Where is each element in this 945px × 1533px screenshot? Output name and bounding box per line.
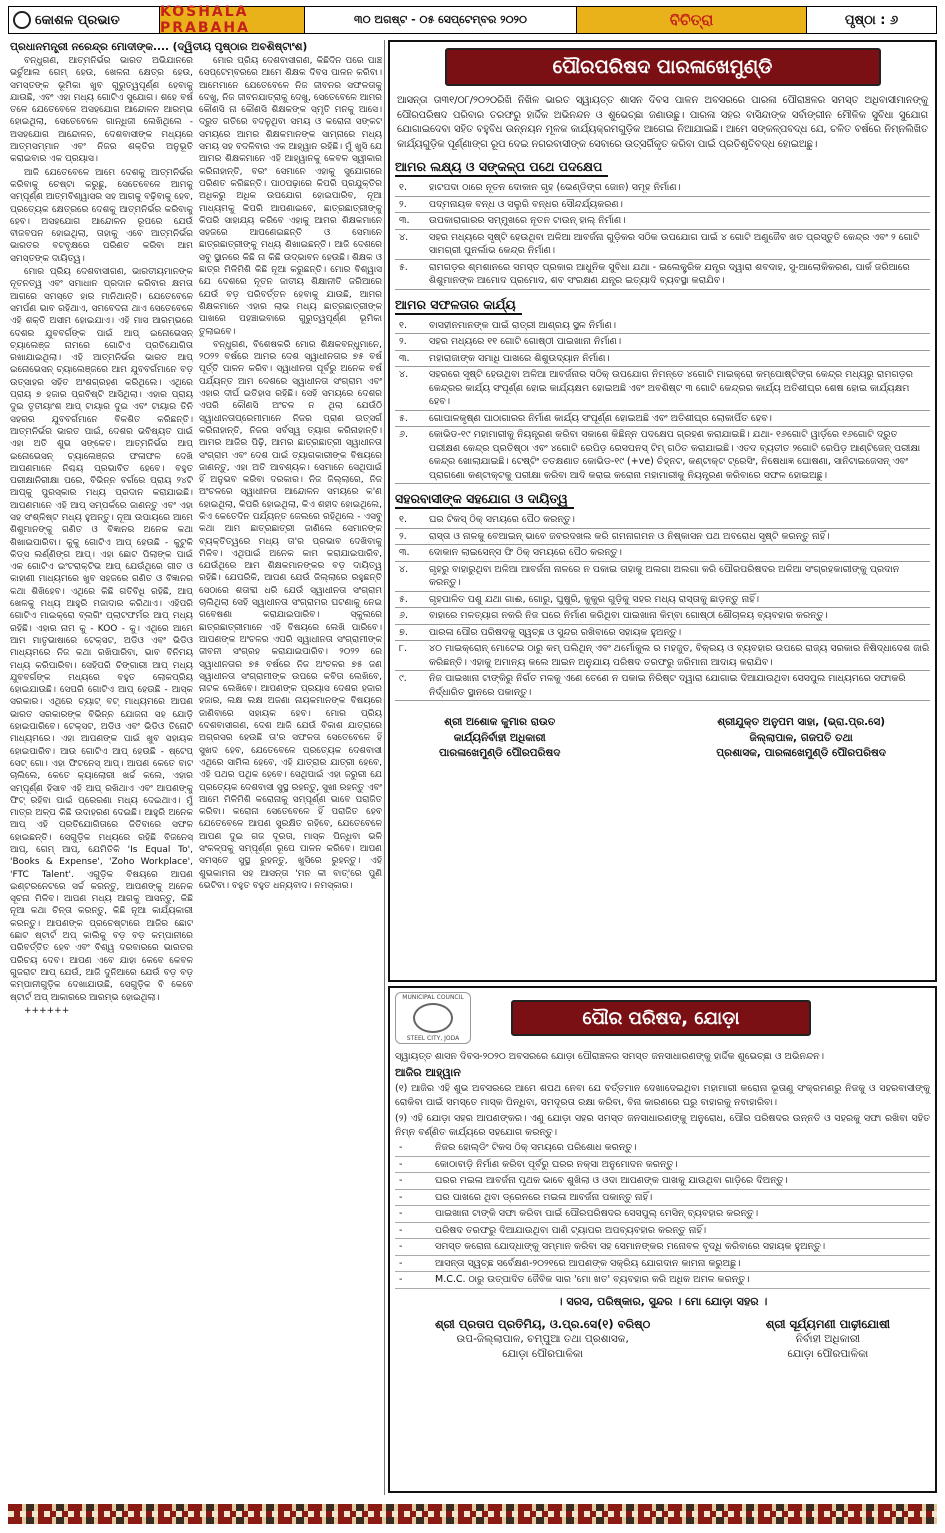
list-item (395, 592, 930, 609)
signatory-title: ଉପ-ଜିଲ୍ଲାପାଳ, ଚମ୍ପୁଆ ତଥା ପ୍ରଶାସକ, (456, 1332, 629, 1345)
item-number: ୨. (399, 530, 407, 542)
list-item (395, 1239, 930, 1256)
english-title: KOSHALA PRABAHA (159, 7, 304, 33)
issue-date: ୩୦ ଅଗଷ୍ଟ - ୦୫ ସେପ୍ଟେମ୍ବର ୨୦୨୦ (304, 7, 576, 33)
item-text: ସମସ୍ତ କରୋନା ଯୋଦ୍ଧାଙ୍କୁ ସମ୍ମାନ କରିବା ସହ ସେମାନଙ୍କର ମନୋବଳ ବୃଦ୍ଧି କରିବାରେ ସହାୟକ ହୁଅନ୍ତୁ। (435, 1241, 826, 1252)
joda-advert (388, 986, 937, 1493)
appeal-1: (୧) ଆଜିର ଏହି ଶୁଭ ଅବସରରେ ଆମେ ଶପଥ ନେବା ଯେ ବର୍ତ୍ତମାନ ଦେଖାଦେଇଥିବା ମହାମାରୀ କରୋନା ଭୂତାଣୁ ସଂକ୍ରମଣରୁ ନିଜକୁ ଓ ସହରବାସୀଙ୍କୁ ରୋକିବା ପାଇଁ ସମସ୍ତେ ମାସ୍କ ପିନ୍ଧିବା, ସମଦୂରତା ରକ୍ଷା କରିବା, ବିନା କାରଣରେ ଘରୁ ବାହାରକୁ ନବାହାରିବା। (395, 1083, 930, 1108)
section-list (395, 512, 930, 701)
list-item (395, 608, 930, 625)
list-item (395, 197, 930, 214)
advert-banner: ପୌରପରିଷଦ ପାରଳାଖେମୁଣ୍ଡି (445, 48, 881, 86)
list-item (395, 529, 930, 546)
article-column-2 (199, 55, 382, 1018)
item-number: ୧. (399, 319, 407, 331)
item-number: ୬. (399, 610, 408, 621)
item-text: କୋଠାବାଡ଼ି ନିର୍ମାଣ କରିବା ପୂର୍ବରୁ ଘରର ନକ୍ସା ଅନୁମୋଦନ କରନ୍ତୁ। (435, 1158, 678, 1170)
item-number: ୧. (399, 182, 407, 193)
list-item (395, 427, 930, 484)
item-text: ଗୃହପାଳିତ ପଶୁ ଯଥା ଗାଈ, ଗୋରୁ, ଘୁଷୁରି, କୁକୁର ଗୁଡ଼ିକୁ ସହର ମଧ୍ୟ ରାସ୍ତାକୁ ଛାଡ଼ନ୍ତୁ ନାହିଁ। (429, 593, 760, 605)
section-list (395, 180, 930, 290)
section-heading: ଆମର ସଫଳତାର କାର୍ଯ୍ୟ (395, 297, 522, 315)
item-text: ଗୃହରୁ ବାହାରୁଥିବା ଅଳିଆ ଆବର୍ଜନା ନାଳରେ ନ ପକାଇ ତାହାକୁ ଅଲଗା ଅଲଗା କରି ପୌରପରିଷଦର ଅଳିଆ ସଂଗ୍ରହକାରୀଙ୍କୁ ପ୍ରଦାନ କରନ୍ତୁ। (429, 563, 900, 588)
signature-right (716, 715, 886, 762)
dash-bullet: - (399, 1142, 403, 1153)
article-paragraph: ମୋର ପ୍ରିୟ ଦେଶବାସୀଗଣ, ଭାରତୀୟମାନଙ୍କ ନୂତନତ୍ୱ ଏବଂ ସମାଧାନ ପ୍ରଦାନ କରିବାର କ୍ଷମତା ଆଗରେ ସମସ୍ତେ ହାର ମାନିଥାନ୍ତି। ଯେତେବେଳେ ସମର୍ପଣ ଭାବ ରହିଥାଏ, ସମବେଦନା ଥାଏ ସେତେବେଳେ ଏହି ଶକ୍ତି ଅସୀମ ହୋଇଯାଏ। ଏହି ମାସ ଆରମ୍ଭରେ ଦେଶର ଯୁବବର୍ଗଙ୍କ ପାଇଁ ଆପ୍ ଇନୋଭେସନ୍ ଚ୍ୟାଲେଞ୍ଜ ନାମରେ ଗୋଟିଏ ପ୍ରତିଯୋଗିତା ରଖାଯାଇଥିଲା। ଏହି ଆତ୍ମନିର୍ଭର ଭାରତ ଆପ୍ ଇନୋଭେସନ୍ ଚ୍ୟାଲେଞ୍ଜରେ ଆମ ଯୁବବର୍ଗମାନେ ବଡ଼ ଉତ୍ସାହର ସହିତ ଅଂଶଗ୍ରହଣ କରିଥିଲେ। ଏଥିରେ ପ୍ରାୟ ୭ ହଜାର ପ୍ରବିଷ୍ଟି ଆସିଥିଲା। ଏହାର ପ୍ରାୟ ଦୁଇ ତୃତୀୟାଂଶ ଆପ୍ ଟାୟାର ଦୁଇ ଏବଂ ଟାୟାର ତିନି ସହରର ଯୁବବର୍ଗମାନେ ବିକଶିତ କରିଛନ୍ତି। ଆତ୍ମନିର୍ଭର ଭାରତ ପାଇଁ, ଦେଶର ଭବିଷ୍ୟତ ପାଇଁ ଏହା ଅତି ଶୁଭ ସଙ୍କେତ। ଆତ୍ମନିର୍ଭର ଆପ୍ ଇନୋଭେସନ୍ ଚ୍ୟାଲେଞ୍ଜର ଫଳାଫଳ ଦେଖି ଆପଣମାନେ ନିଶ୍ଚୟ ପ୍ରଭାବିତ ହେବେ। ବହୁତ ପରୀକ୍ଷାନିରୀକ୍ଷା ପରେ, ବିଭିନ୍ନ ବର୍ଗରେ ପ୍ରାୟ ୨୪ଟି ଆପ୍‌କୁ ପୁରସ୍କାର ମଧ୍ୟ ପ୍ରଦାନ କରାଯାଇଛି। ଆପଣମାନେ ଏହି ଆପ୍ ସମ୍ପର୍କରେ ଜାଣନ୍ତୁ ଏବଂ ଏହା ସହ ସଂଶ୍ଳିଷ୍ଟ ମଧ୍ୟ ହୁଅନ୍ତୁ। ନୂଆ ଉପାୟରେ ଆମେ ଶିଶୁମାନଙ୍କୁ ଗଣିତ ଓ ବିଜ୍ଞାନର ଅନେକ କଥା ଶିଖାଇପାରିବା। କୁକୁ ଗୋଟିଏ ଆପ୍ ହେଉଛି - କୁଟୁକି କିଡ୍ସ ଲର୍ଣ୍ଣିଙ୍ଗ ଆପ୍। ଏହା ଛୋଟ ପିଲାଙ୍କ ପାଇଁ ଏକ ଗୋଟିଏ ଇଂଟରାକ୍ଟିଭ ଆପ୍ ଯେଉଁଥିରେ ଗୀତ ଓ କାହାଣୀ ମାଧ୍ୟମରେ ଖୁବ ସହଜରେ ଗଣିତ ଓ ବିଜ୍ଞାନର କଥା ଶିଖିହେବ। ଏଥିରେ କିଛି ଗତିବିଧି ରହିଛି, ଆପ୍ ଖେଳକୁ ମଧ୍ୟ ଆହୁରି ମଜାଦାର କରିଥାଏ। ଏହିପରି ଗୋଟିଏ ମାଇକ୍ରୋ ବ୍ଲଗିଂ ପ୍ଲାଟଫର୍ମର ଆପ୍ ମଧ୍ୟ ରହିଛି। ଏହାର ନାମ କୁ - KOO - କୁ। ଏଥିରେ ଆମେ ଆମ ମାତୃଭାଷାରେ ଟେକ୍ସଟ, ଅଡିଓ ଏବଂ ଭିଡିଓ ମାଧ୍ୟମରେ ନିଜ କଥା ରଖିପାରିବା, ଭାବ ବିନିମୟ ମଧ୍ୟ କରିପାରିବା। ସେହିପରି ଚିଙ୍ଗାରୀ ଆପ୍ ମଧ୍ୟ ଯୁବବର୍ଗଙ୍କ ମଧ୍ୟରେ ବହୁତ ଲୋକପ୍ରିୟ ହୋଇଯାଉଛି। ସେପରି ଗୋଟିଏ ଆପ୍ ହେଉଛି - ଆସ୍କ ସରକାର। ଏଥିରେ ଚ୍ୟାଟ୍ ବଟ୍ ମାଧ୍ୟମରେ ଆପଣ ଭାରତ ସରକାରଙ୍କ ବିଭିନ୍ନ ଯୋଜନା ସହ ଯୋଡ଼ି ହୋଇପାରିବେ। ଟେକ୍ସଟ, ଅଡିଓ ଏବଂ ଭିଡିଓ ତିନୋଟି ମାଧ୍ୟମରେ। ଏହା ଆପଣଙ୍କ ପାଇଁ ଖୁବ ସହାୟକ ହୋଇପାରିବ। ଆଉ ଗୋଟିଏ ଆପ୍ ହେଉଛି - ଷ୍ଟେପ୍ ସେଟ୍ ଗୋ। ଏହା ଫିଟନେସ୍ ଆପ୍। ଆପଣ କେତେ ବାଟ ଚାଲିଲେ, କେତେ କ୍ୟାଲୋରୀ ଖର୍ଚ୍ଚ କଲେ, ଏହାର ସମ୍ପୂର୍ଣ୍ଣ ହିସାବ ଏହି ଆପ୍ ରଖିଥାଏ ଏବଂ ଆପଣଙ୍କୁ ଫିଟ୍ ରହିବା ପାଇଁ ପ୍ରେରଣା ମଧ୍ୟ ଦେଇଥାଏ। ମୁଁ ମାତ୍ର ଅଳ୍ପ କିଛି ଉଦାହରଣ ଦେଇଛି। ଆହୁରି ଅନେକ ଆପ୍ ଏହି ପ୍ରତିଯୋଗିତାରେ ଜିତିବାରେ ସଫଳ ହୋଇଛନ୍ତି। ସେଗୁଡ଼ିକ ମଧ୍ୟରେ ରହିଛି ବିଜନେସ୍ ଆପ୍, ଗେମ୍ ଆପ୍, ଯେମିତିକି 'Is Equal To', 'Books & Expense', 'Zoho Workplace', 'FTC Talent'. ଏଗୁଡ଼ିକ ବିଷୟରେ ଆପଣ ଇଣ୍ଟରନେଟରେ ସର୍ଚ୍ଚ କରନ୍ତୁ, ଆପଣଙ୍କୁ ଅନେକ ସୂଚନା ମିଳିବ। ଆପଣ ମଧ୍ୟ ଆଗକୁ ଆସନ୍ତୁ, କିଛି ନୂଆ କଥା ଚିନ୍ତା କରନ୍ତୁ, କିଛି ନୂଆ କାର୍ଯ୍ୟକାରୀ କରନ୍ତୁ। ଆପଣଙ୍କ ପ୍ରଚେଷ୍ଟାରେ ଆଜିର ଛୋଟ ଛୋଟ ଷ୍ଟାର୍ଟ ଅପ୍ କାଲିକୁ ବଡ଼ ବଡ଼ କମ୍ପାନୀରେ ପରିବର୍ତ୍ତିତ ହେବ ଏବଂ ବିଶ୍ୱ ଦରବାରରେ ଭାରତର ପରିଚୟ ଦେବ। ଆପଣ ଏବେ ଯାହା କେବେ କେବଳ ଗୁଜରାଟ ଆପ୍ ଯେଉଁ, ଆଜି ଦୁନିଆରେ ଯେଉଁ ବଡ଼ ବଡ଼ କମ୍ପାନୀଗୁଡ଼ିକ ଦେଖାଯାଉଛି, ସେଗୁଡ଼ିକ ବି କେବେ ଷ୍ଟାର୍ଟ ଅପ୍ ଆକାରରେ ଆରମ୍ଭ ହୋଇଥିଲା। (10, 267, 193, 1003)
dash-bullet: - (399, 1224, 403, 1236)
item-text: ଗୋପାଳକୃଷ୍ଣ ପାଠାଗାରର ନିର୍ମାଣ କାର୍ଯ୍ୟ ସଂପୂର୍ଣ୍ଣ ହୋଇଅଛି ଏବଂ ଅତିଶୀଘ୍ର ଲୋକାର୍ପିତ ହେବ। (429, 412, 772, 424)
article-paragraph: ମୋର ପ୍ରିୟ ଦେଶବାସୀଗଣ, କିଛିଦିନ ପରେ ପାଞ୍ଚ ସେପ୍ଟେମ୍ବରରେ ଆମେ ଶିକ୍ଷକ ଦିବସ ପାଳନ କରିବା। ଆମେମାନେ ଯେତେବେଳେ ନିଜ ଜୀବନର ସଫଳତାକୁ ଦେଖୁ, ନିଜ ଜୀବନଯାତ୍ରାକୁ ଦେଖୁ, ସେତେବେଳେ ଆମର କୌଣସି ନା କୌଣସି ଶିକ୍ଷକଙ୍କ ସ୍ମୃତି ମନକୁ ଆସେ। ଦ୍ରୁତ ଗତିରେ ବଦଳୁଥିବା ସମୟ ଓ କରୋନା ସଙ୍କଟ ସମୟରେ ଆମର ଶିକ୍ଷକମାନଙ୍କ ସାମ୍ନାରେ ମଧ୍ୟ ସମୟ ସହ ବଦଳିବାର ଏକ ଆହ୍ୱାନ ରହିଛି। ମୁଁ ଖୁସି ଯେ ଆମର ଶିକ୍ଷକମାନେ ଏହି ଆହ୍ୱାନକୁ କେବଳ ସ୍ୱୀକାର କରିନାହାନ୍ତି, ବରଂ ସେମାନେ ଏହାକୁ ସୁଯୋଗରେ ପରିଣତ କରିଛନ୍ତି। ପାଠପଢ଼ାରେ କିପରି ପ୍ରଯୁକ୍ତିର ଅଧିକରୁ ଅଧିକ ଉପଯୋଗ ହୋଇପାରିବ, ନୂଆ ମାଧ୍ୟମକୁ କିପରି ଆପଣାଇବେ, ଛାତ୍ରଛାତ୍ରୀଙ୍କୁ କିପରି ସାହାଯ୍ୟ କରିବେ ଏହାକୁ ଆମର ଶିକ୍ଷକମାନେ ସହଜରେ ଆପଣେଇଛନ୍ତି ଓ ସେମାନେ ଛାତ୍ରଛାତ୍ରୀଙ୍କୁ ମଧ୍ୟ ଶିଖାଇଛନ୍ତି। ଆଜି ଦେଶରେ ସବୁ ସ୍ଥାନରେ କିଛି ନା କିଛି ଉଦ୍ଭାବନ ହେଉଛି। ଶିକ୍ଷକ ଓ ଛାତ୍ର ମିଳିମିଶି କିଛି ନୂଆ କରୁଛନ୍ତି। ମୋର ବିଶ୍ୱାସ ଯେ ଦେଶରେ ନୂତନ ଜାତୀୟ ଶିକ୍ଷାନୀତି ଜରିଆରେ ଯେଉଁ ବଡ଼ ପରିବର୍ତ୍ତନ ହେବାକୁ ଯାଉଛି, ଆମର ଶିକ୍ଷକମାନେ ଏହାର ଲାଭ ମଧ୍ୟ ଛାତ୍ରଛାତ୍ରୀଙ୍କ ପାଖରେ ପହଞ୍ଚାଇବାରେ ଗୁରୁତ୍ୱପୂର୍ଣ୍ଣ ଭୂମିକା ତୁଲାଇବେ। (199, 56, 382, 337)
list-item (395, 1223, 930, 1240)
item-text: ବାସହୀନମାନଙ୍କ ପାଇଁ ରାତ୍ରୀ ଆଶ୍ରୟ ସ୍ଥଳ ନିର୍ମାଣ। (429, 319, 617, 331)
item-number: ୪. (399, 563, 409, 575)
item-number: ୩. (399, 215, 410, 226)
signatory-name: ଶ୍ରୀ ଅଶୋକ କୁମାର ରାଉତ (444, 716, 556, 728)
page-number: ପୃଷ୍ଠା : ୬ (806, 7, 936, 33)
list-item (395, 213, 930, 230)
signatures (395, 715, 930, 762)
list-item (395, 1206, 930, 1223)
list-item (395, 180, 930, 197)
item-number: ୫. (399, 593, 408, 605)
item-text: ରାସ୍ତା ଓ ନାଳକୁ ବେଆଇନ୍ ଭାବେ ଜବରଦଖଲ କରି ଗମନାଗମନ ଓ ନିଷ୍କାସନ ପଥ ଅବରୋଧ ସୃଷ୍ଟି କରନ୍ତୁ ନାହିଁ। (429, 530, 830, 542)
item-text: ଘର ପାଖରେ ଥିବା ଡ୍ରେନରେ ମଇଳା ଆବର୍ଜନା ପକାନ୍ତୁ ନାହିଁ। (435, 1191, 653, 1203)
dash-bullet: - (399, 1257, 403, 1269)
section-heading: ଆମର ଲକ୍ଷ୍ୟ ଓ ସଙ୍କଳ୍ପ ପଥେ ପଦକ୍ଷେପ (395, 159, 608, 177)
list-item (395, 260, 930, 290)
signatory-name: ଶ୍ରୀଯୁକ୍ତ ଅନୁପମ ସାହା, (ଭ୍ରା.ପ୍ର.ସେ) (717, 716, 886, 728)
advert-intro: ଆସନ୍ତା ତା୩୧/୦୮/୨୦୨୦ରିଖି ନିଖିଳ ଭାରତ ସ୍ୱାୟତ୍ତ ଶାସନ ଦିବସ ପାଳନ ଅବସରରେ ପାରଳା ପୌରାଞ୍ଚଳର ସମସ୍ତ ଅଧିବାସୀମାନଙ୍କୁ ପୌରପରିଷଦ ପରିବାର ତରଫରୁ ହାର୍ଦ୍ଦିକ ଅଭିନନ୍ଦନ ଓ ଶୁଭେଚ୍ଛା ଜଣାଉଛୁ। ପାରଳା ସହର ବାସିନ୍ଦାଙ୍କ ସର୍ବାଙ୍ଗୀନ ମୌଳିକ ସୁବିଧା ସୁଯୋଗ ଯୋଗାଇଦେବା ସହିତ ବହୁବିଧ ଉନ୍ନୟନ ମୂଳକ କାର୍ଯ୍ୟକ୍ରମଗୁଡ଼ିକ ଆଗେଇ ନିଆଯାଇଛି। ଆମେ ସଙ୍କଳ୍ପବଦ୍ଧ ଯେ, ଚଳିତ ବର୍ଷରେ ନିମ୍ନଲିଖିତ କାର୍ଯ୍ୟଗୁଡ଼ିକ ପୂର୍ଣ୍ଣାଙ୍ଗ ରୂପ ଦେଇ ନଗରବାସୀଙ୍କ ସେବାରେ ଉତ୍ସର୍ଗିକୃତ କରିବା ପାଇଁ ପ୍ରତିଶୃତିବଦ୍ଧ ହୋଇଅଛୁ। (397, 95, 928, 150)
seal-top-text: MUNICIPAL COUNCIL (402, 994, 464, 1001)
item-number: ୩. (399, 352, 410, 364)
list-item (395, 512, 930, 529)
item-number: ୮. (399, 643, 407, 654)
section-heading: ସହରବାସୀଙ୍କ ସହଯୋଗ ଓ ଦାୟିତ୍ୱ (395, 491, 574, 509)
list-item (395, 1190, 930, 1207)
item-text: ଉପକାରାଗାରର ସମ୍ମୁଖରେ ନୂତନ ଟାଉନ୍ ହାଲ୍ ନିର୍ମାଣ। (429, 215, 626, 226)
item-text: ନିଜର ହୋଲ୍ଡିଂ ଟିକସ ଠିକ୍ ସମୟରେ ପରିଶୋଧ କରନ୍ତୁ। (435, 1142, 637, 1153)
greeting-text: ସ୍ୱାୟତ୍ତ ଶାସନ ଦିବସ-୨୦୨୦ ଅବସରରେ ଯୋଡ଼ା ପୌରାଞ୍ଚଳର ସମସ୍ତ ଜନସାଧାରଣଙ୍କୁ ହାର୍ଦ୍ଦିକ ଶୁଭେଚ୍ଛା ଓ ଅଭିନନ୍ଦନ। (395, 1051, 825, 1062)
municipal-seal (395, 992, 471, 1044)
item-number: ୨. (399, 336, 407, 347)
list-item (395, 545, 930, 562)
dash-bullet: - (399, 1208, 403, 1219)
list-item (395, 230, 930, 260)
list-item (395, 1140, 930, 1157)
slogan: । ସରସ, ପରିଷ୍କାର, ସୁନ୍ଦର । ମୋ ଯୋଡ଼ା ସହର । (557, 1294, 768, 1308)
signatory-name: ଶ୍ରୀ ପ୍ରତାପ ପ୍ରତିମିୟ, ଓ.ପ୍ର.ସେ(୧) ବରିଷ୍ଠ (435, 1316, 651, 1331)
item-number: ୧. (399, 514, 407, 525)
call-heading: ଆଜିର ଆହ୍ୱାନ (395, 1066, 461, 1079)
item-number: ୫. (399, 261, 408, 273)
signature-left (435, 1317, 650, 1362)
item-number: ୪. (399, 369, 409, 380)
list-item (395, 671, 930, 701)
item-text: ପରିଷଦ ତରଫରୁ ଦିଆଯାଉଥିବା ପାଣି ଟ୍ୟାପର ଅପବ୍ୟବହାର କରନ୍ତୁ ନାହିଁ। (435, 1224, 707, 1236)
signatory-title: କାର୍ଯ୍ୟନିର୍ବାହୀ ଅଧିକାରୀ (453, 731, 546, 744)
item-text: ହାଟପଦା ଠାରେ ନୂତନ ଦୋକାନ ଗୃହ (ଭେଣ୍ଡିଙ୍ଗ ଜୋନ) ସମୂହ ନିର୍ମାଣ। (429, 182, 681, 193)
item-text: ସହର ମଧ୍ୟରେ ସୃଷ୍ଟି ହେଉଥିବା ଅଳିଆ ଆବର୍ଜନା ଗୁଡ଼ିକର ସଠିକ ଉପଯୋଗ ପାଇଁ ୪ ଗୋଟି ଅଣୁଜୈବ ଖତ ପ୍ରସ୍ତୁତି କେନ୍ଦ୍ର ଏବଂ ୨ ଗୋଟି ସାମଗ୍ରୀ ପୁନର୍ଲାଭ କେନ୍ଦ୍ର ନିର୍ମାଣ। (429, 231, 920, 256)
article-columns (8, 55, 384, 1018)
signature-left (439, 715, 560, 762)
item-text: ପାରଳା ପୌର ପରିଷଦକୁ ସ୍ୱଚ୍ଛ ଓ ସୁନ୍ଦର ରଖିବାରେ ସହାୟକ ହୁଅନ୍ତୁ। (429, 626, 682, 638)
dash-bullet: - (399, 1274, 403, 1285)
item-text: ଘର ଟିକସ୍ ଠିକ୍ ସମୟରେ ପୈଠ କରନ୍ତୁ। (429, 514, 575, 525)
section-list (395, 318, 930, 485)
article-heading: ପ୍ରଧାନମନ୍ତ୍ରୀ ନରେନ୍ଦ୍ର ମୋଦୀଙ୍କ.... (ଦ୍ୱିତୀୟ ପୃଷ୍ଠାର ଅବଶିଷ୍ଟାଂଶ) (10, 41, 308, 53)
item-number: ୭. (399, 626, 408, 638)
signatory-title: ଜିଲ୍ଲାପାଳ, ଗଜପତି ତଥା (749, 731, 853, 744)
section-name: ବିଚିତ୍ରା (576, 7, 806, 33)
dash-bullet: - (399, 1158, 403, 1170)
list-item (395, 625, 930, 642)
request-list (395, 1140, 930, 1289)
seal-icon (413, 1003, 453, 1033)
advert-banner: ପୌର ପରିଷଦ, ଯୋଡ଼ା (511, 1000, 811, 1036)
advert-sections (395, 152, 930, 701)
item-text: ରାମଗଡ଼ର ଶ୍ମଶାନରେ ସମସ୍ତ ପ୍ରକାର ଆଧୁନିକ ସୁବିଧା ଯଥା - ଇଲେକ୍ଟ୍ରିକ ଯନ୍ତ୍ର ଦ୍ୱାରା ଶବଦାହ, ସୁ-ଆଲୋକିକରଣ, ପାର୍କ ଜରିଆରେ ଶିଶୁମାନଙ୍କ ଆମୋଦ ପ୍ରମୋଦ, ଶବ ସଂରକ୍ଷଣ ଯନ୍ତ୍ର ଇତ୍ୟାଦି ବ୍ୟବସ୍ଥା କରାଯିବ। (429, 261, 910, 286)
item-text: ପାଇଖାନା ଟାଙ୍କି ସଫା କରିବା ପାଇଁ ପୌରପରିଷଦର ସେସପୁଲ୍ ମେସିନ୍ ବ୍ୟବହାର କରନ୍ତୁ। (435, 1208, 759, 1219)
seal-bottom-text: STEEL CITY, JODA (406, 1035, 460, 1042)
left-article (8, 40, 385, 1495)
item-text: ଆସନ୍ତା ସ୍ୱଚ୍ଛ ସର୍ବେକ୍ଷଣ-୨୦୨୧ରେ ଆପଣଙ୍କ ସକ୍ରିୟ ଯୋଗଦାନ କାମନା କରୁଅଛୁ। (435, 1257, 741, 1269)
item-text: ଦୋକାନ ଲାଇସେନ୍ସ ଫି ଠିକ୍ ସମୟରେ ପୈଠ କରନ୍ତୁ। (429, 547, 622, 558)
list-item (395, 641, 930, 671)
item-text: ସହର ମଧ୍ୟରେ ୧୧ ଗୋଟି ଗୋଷ୍ଠୀ ପାଇଖାନା ନିର୍ମାଣ। (429, 336, 622, 347)
article-paragraph: ++++++ (24, 1005, 70, 1016)
appeal-2: (୨) ଏହି ଯୋଡ଼ା ସହର ଆପଣଙ୍କର। ଏଣୁ ଯୋଡ଼ା ସହର ସମସ୍ତ ଜନସାଧାରଣଙ୍କୁ ଅନୁରୋଧ, ପୌର ପରିଷଦର ଉନ୍ନତି ଓ ସହରକୁ ସଫା ରଖିବା ସହିତ ନିମ୍ନ ବର୍ଣ୍ଣିତ କାର୍ଯ୍ୟରେ ସହଯୋଗ କରନ୍ତୁ। (395, 1113, 930, 1138)
article-paragraph: ଆଜି ଯେତେବେଳେ ଆମେ ଦେଶକୁ ଆତ୍ମନିର୍ଭର କରିବାକୁ ଚେଷ୍ଟା କରୁଛୁ, ସେତେବେଳେ ଆମକୁ ସମ୍ପୂର୍ଣ୍ଣ ଆତ୍ମବିଶ୍ୱାସର ସହ ଆଗକୁ ବଢ଼ିବାକୁ ହେବ, ପ୍ରତ୍ୟେକ କ୍ଷେତ୍ରରେ ଦେଶକୁ ଆତ୍ମନିର୍ଭର କରିବାକୁ ହେବ। ଅସହଯୋଗ ଆନ୍ଦୋଳନ ରୂପରେ ଯେଉଁ ବୀଜବପନ ହୋଇଥିଲା, ତାହାକୁ ଏବେ ଆତ୍ମନିର୍ଭର ଭାରତର ବଟବୃକ୍ଷରେ ପରିଣତ କରିବା ଆମ ସମସ୍ତଙ୍କ ଦାୟିତ୍ୱ। (10, 167, 193, 264)
list-item (395, 1256, 930, 1273)
item-number: ୪. (399, 231, 409, 243)
item-text: M.C.C. ଠାରୁ ଉତ୍ପାଦିତ ଜୈବିକ ସାର 'ମୋ ଖତ' ବ୍ୟବହାର କରି ଅଧିକ ଅମଳ କରନ୍ତୁ। (435, 1274, 750, 1285)
item-text: ବାହାରେ ମଳତ୍ୟାଗ ନକରି ନିଜ ଘରେ ନିର୍ମାଣ କରିଥିବା ପାଇଖାନା କିମ୍ବା ଗୋଷ୍ଠୀ ଶୌଚାଳୟ ବ୍ୟବହାର କରନ୍ତୁ। (429, 610, 828, 621)
list-item (395, 367, 930, 411)
article-paragraph: ବନ୍ଧୁଗଣ, ବିଶେଷକରି ମୋର ଶିକ୍ଷକବନ୍ଧୁମାନେ, ୨୦୨୨ ବର୍ଷରେ ଆମର ଦେଶ ସ୍ୱାଧୀନତାର ୭୫ ବର୍ଷ ପୂର୍ତ୍ତି ପାଳନ କରିବ। ସ୍ୱାଧୀନତା ପୂର୍ବରୁ ଅନେକ ବର୍ଷ ପର୍ଯ୍ୟନ୍ତ ଆମ ଦେଶରେ ସ୍ୱାଧୀନତା ସଂଗ୍ରାମ ଏବଂ ଏହାର ଦୀର୍ଘ ଇତିହାସ ରହିଛି। ସେହି ସମୟରେ ଦେଶର ଏପରି କୌଣସି ଅଂଚଳ ନ ଥିଲା ଯେଉଁଠି ସ୍ୱାଧୀନତାପ୍ରେମୀମାନେ ନିଜର ପ୍ରାଣ ଉତ୍ସର୍ଗ କରିନାହାନ୍ତି, ନିଜର ସର୍ବସ୍ୱ ତ୍ୟାଗ କରିନାହାନ୍ତି। ଆମର ଆଜିର ପିଢ଼ି, ଆମର ଛାତ୍ରଛାତ୍ରୀ ସ୍ୱାଧୀନତା ସଂଗ୍ରାମ ଏବଂ ଦେଶ ପାଇଁ ତ୍ୟାଗକାରୀଙ୍କ ବିଷୟରେ ଜାଣନ୍ତୁ, ଏହା ଅତି ଆବଶ୍ୟକ। ସେମାନେ ସେଥିପାଇଁ ହିଁ ଅନୁଭବ କରିବା ଦରକାର। ନିଜ ଜିଲ୍ଲାରେ, ନିଜ ଅଂଚଳରେ ସ୍ୱାଧୀନତା ଆନ୍ଦୋଳନ ସମୟରେ କ'ଣ ହୋଇଥିଲା, କିପରି ହୋଇଥିଲା, କିଏ ଶହୀଦ ହୋଇଥିଲେ, କିଏ କେତେଦିନ ପର୍ଯ୍ୟନ୍ତ ଜେଲରେ ରହିଥିଲେ - ଏସବୁ କଥା ଆମ ଛାତ୍ରଛାତ୍ରୀ ଜାଣିଲେ ସେମାନଙ୍କ ବ୍ୟକ୍ତିତ୍ୱରେ ମଧ୍ୟ ତା'ର ପ୍ରଭାବ ଦେଖିବାକୁ ମିଳିବ। ଏଥିପାଇଁ ଅନେକ କାମ କରାଯାଇପାରିବ, ଯେଉଁଥିରେ ଆମ ଶିକ୍ଷକମାନଙ୍କର ବଡ଼ ଦାୟିତ୍ୱ ରହିଛି। ଯେପରିକି, ଆପଣ ଯେଉଁ ଜିଲ୍ଲାରେ ରହୁଛନ୍ତି ସେଠାରେ ଶତାବ୍ଦୀ ଧରି ଯେଉଁ ସ୍ୱାଧୀନତା ସଂଗ୍ରାମ ଚାଲିଥିଲା ସେହି ସ୍ୱାଧୀନତା ସଂଗ୍ରାମର ଘଟଣାକୁ ନେଇ ଗବେଷଣା କରାଯାଇପାରିବ। ସ୍କୁଲରେ ଛାତ୍ରଛାତ୍ରୀମାନେ ଏହି ବିଷୟରେ ଲେଖି ପାରିବେ। ଆପଣଙ୍କ ଅଂଚଳର ଏପରି ସ୍ୱାଧୀନତା ସଂଗ୍ରାମୀଙ୍କ ଜୀବନୀ ସଂଗ୍ରହ କରାଯାଇପାରିବ। ୨୦୨୨ ରେ ସ୍ୱାଧୀନତାର ୭୫ ବର୍ଷରେ ନିଜ ଅଂଚଳର ୭୫ ଜଣ ସ୍ୱାଧୀନତା ସଂଗ୍ରାମୀଙ୍କ ଉପରେ କବିତା ଲେଖିବେ, ନାଟକ ଲେଖିବେ। ଆପଣଙ୍କ ପ୍ରୟାସ ଦେଶର ହଜାର ହଜାର, ଲକ୍ଷ ଲକ୍ଷ ଅଜଣା ନାୟକମାନଙ୍କ ବିଷୟରେ ଜାଣିବାରେ ସହାୟକ ହେବ। ମୋର ପ୍ରିୟ ଦେଶବାସୀଗଣ, ଦେଶ ଆଜି ଯେଉଁ ବିକାଶ ଯାତ୍ରାରେ ଅଗ୍ରସର ହେଉଛି ତା'ର ସଫଳତା ସେତେବେଳେ ହିଁ ସୁଖଦ ହେବ, ଯେତେବେଳେ ପ୍ରତ୍ୟେକ ଦେଶବାସୀ ଏଥିରେ ସାମିଲ ହେବେ, ଏହି ଯାତ୍ରାର ଯାତ୍ରୀ ହେବେ, ଏହି ପଥର ପଥିକ ହେବେ। ସେଥିପାଇଁ ଏହା ଜରୁରୀ ଯେ ପ୍ରତ୍ୟେକ ଦେଶବାସୀ ସୁସ୍ଥ ରହନ୍ତୁ, ସୁଖୀ ରହନ୍ତୁ ଏବଂ ଆମେ ମିଳିମିଶି କରୋନାକୁ ସମ୍ପୂର୍ଣ୍ଣ ଭାବେ ପରାଜିତ କରିବା। କରୋନା ସେତେବେଳେ ହିଁ ପରାଜିତ ହେବ ଯେତେବେଳେ ଆପଣ ସୁରକ୍ଷିତ ରହିବେ, ଯେତେବେଳେ ଆପଣ ଦୁଇ ଗଜ ଦୂରତା, ମାସ୍କ ପିନ୍ଧିବା ଭଳି ସଂକଳ୍ପକୁ ସମ୍ପୂର୍ଣ୍ଣ ରୂପେ ପାଳନ କରିବେ। ଆପଣ ସମସ୍ତେ ସୁସ୍ଥ ରୁହନ୍ତୁ, ଖୁସିରେ ରୁହନ୍ତୁ। ଏହି ଶୁଭକାମନା ସହ ଆସନ୍ତା 'ମନ କୀ ବାତ୍'ରେ ପୁଣି ଭେଟିବା। ବହୁତ ବହୁତ ଧନ୍ୟବାଦ। ନମସ୍କାର। (199, 339, 382, 891)
item-number: ୯. (399, 673, 407, 684)
dash-bullet: - (399, 1191, 403, 1203)
signatory-title: ନିର୍ବାହୀ ଅଧିକାରୀ (795, 1332, 861, 1345)
list-item (395, 351, 930, 368)
item-text: କୋଭିଡ-୧୯ ମହାମାରୀକୁ ନିୟନ୍ତ୍ରଣ କରିବା ସକାଶେ କିଛିନ୍ନ ପଦକ୍ଷେପ ଗ୍ରହଣ କରାଯାଇଛି। ଯଥା- ୧୬ଗୋଟି ୱାର୍ଡ଼ରେ ୧୬ଗୋଟି ଦ୍ରୁତ ପରୀକ୍ଷଣ କେନ୍ଦ୍ର ପ୍ରତିଷ୍ଠା ଏବଂ ୪ଗୋଟି ରେପିଡ଼ ରେସପନସ୍ ଟିମ୍ ଗଠିତ କରାଯାଇଛି। ଏତଦ ବ୍ୟତୀତ ୨ଗୋଟି ରେପିଡ଼ ଆଣ୍ଟିଜେନ୍ ପରୀକ୍ଷା କେନ୍ଦ୍ର ଖୋଲାଯାଇଛି। ଟେଷ୍ଟିଂ ତତକ୍ଷଣାତ କୋଭିଡ-୧୯ (+ve) ଚିହ୍ନଟ, କଣ୍ଟାକ୍ଟ ଟ୍ରେସିଂ, ନିଷେଧାଜ୍ଞ ଘୋଷଣା, ସାନିଟାଇଜେସନ୍ ଏବଂ ପ୍ରାଗଣୋ କଣ୍ଟାକ୍ଟକୁ ପରୀକ୍ଷା କରିବା ଆଦି କରାଇ କରୋନା ମହାମାରୀକୁ ନିୟନ୍ତ୍ରଣ କରିବାରେ ସଫଳ ହୋଇଅଛୁ। (429, 429, 921, 481)
signatory-org: ପ୍ରଶାସକ, ପାରଳାଖେମୁଣ୍ଡି ପୌରପରିଷଦ (716, 747, 886, 759)
list-item (395, 334, 930, 351)
signatory-name: ଶ୍ରୀ ସୂର୍ଯ୍ୟମଣୀ ପାଢ଼ୀଯୋଷୀ (765, 1316, 890, 1331)
item-text: ମହାରାଜାଙ୍କ ସମାଧି ପାଖରେ ଶିଶୁଉଦ୍ୟାନ ନିର୍ମାଣ। (429, 352, 610, 364)
emblem-icon (13, 11, 31, 29)
article-paragraph: ବନ୍ଧୁଗଣ, ଆତ୍ମନିର୍ଭର ଭାରତ ଅଭିଯାନରେ ଭର୍ଚୁଆଲ ଗେମ୍ ହେଉ, ଖେଳନା କ୍ଷେତ୍ର ହେଉ, ସମସ୍ତଙ୍କ ଭୂମିକା ଖୁବ ଗୁରୁତ୍ୱପୂର୍ଣ୍ଣ ହେବାକୁ ଯାଉଛି, ଏବଂ ଏହା ମଧ୍ୟ ଗୋଟିଏ ସୁଯୋଗ। ଶହେ ବର୍ଷ ତଳେ ଯେତେବେଳେ ଅସହଯୋଗ ଆନ୍ଦୋଳନ ଆରମ୍ଭ ହୋଇଥିଲା, ସେତେବେଳେ ଗାନ୍ଧିଜୀ ଲେଖିଥିଲେ - ଅସହଯୋଗ ଆନ୍ଦୋଳନ, ଦେଶବାସୀଙ୍କ ମଧ୍ୟରେ ଆତ୍ମସମ୍ମାନ ଏବଂ ନିଜର ଶକ୍ତିର ଅନୁଭୂତି କରାଇବାର ଏକ ପ୍ରୟାସ। (10, 56, 193, 165)
signatory-org: ପାରଳାଖେମୁଣ୍ଡି ପୌରପରିଷଦ (439, 747, 561, 759)
signatory-org: ଯୋଡ଼ା ପୌରପାଳିକା (502, 1347, 584, 1360)
item-text: ପଦ୍ମନାୟକ ବନ୍ଧ ଓ ସଲୁରି ବନ୍ଧର ସୌନ୍ଦର୍ଯ୍ୟକରଣ। (429, 198, 623, 210)
item-text: ସହରରେ ସୃଷ୍ଟି ହେଉଥିବା ଅଳିଆ ଆବର୍ଜନାର ସଠିକ୍ ଉପଯୋଗ ନିମନ୍ତେ ୪ଗୋଟି ମାଇକ୍ରୋ କମ୍ପୋଷ୍ଟିଙ୍ଗ କେନ୍ଦ୍ର ମଧ୍ୟରୁ ରାମଗଡ଼ର କେନ୍ଦ୍ରର କାର୍ଯ୍ୟ ସଂପୂର୍ଣ୍ଣ ହୋଇ କାର୍ଯ୍ୟକ୍ଷମ ହୋଇଅଛି ଏବଂ ଅବଶିଷ୍ଟ ୩ ଗୋଟି କେନ୍ଦ୍ରର କାର୍ଯ୍ୟ ଅତିଶୀଘ୍ର ଶେଷ ହୋଇ କାର୍ଯ୍ୟକ୍ଷମ ହେବ। (429, 369, 913, 407)
newspaper-logo (9, 7, 159, 33)
signatory-org: ଯୋଡ଼ା ପୌରପାଳିକା (787, 1347, 869, 1360)
signatures (395, 1317, 930, 1362)
list-item (395, 562, 930, 592)
newspaper-title: କୋଶଳ ପ୍ରଭାତ (35, 12, 120, 28)
item-text: ୪୦ ମାଇକ୍ରୋନ୍ ମୋଟେଇ ଠାରୁ କମ୍ ପଲିଥିନ୍ ଏବଂ ଥର୍ମୋକୁଲ ର ମହଜୁତ, ବିକ୍ରୟ ଓ ବ୍ୟବହାର ଉପରେ ରାଜ୍ୟ ସରକାର ନିଷିଦ୍ଧାଦେଶ ଜାରି କରିଛନ୍ତି। ଏହାକୁ ଅମାନ୍ୟ କଲେ ଆଇନ ଅନୁଯାୟ ପରିଷଦ ତରଫରୁ ଜରିମାନା ଆଦାୟ କରାଯିବ। (429, 643, 930, 668)
parlakhemundi-advert (388, 40, 937, 982)
item-number: ୫. (399, 412, 408, 424)
signature-right (766, 1317, 890, 1362)
list-item (395, 1173, 930, 1190)
masthead (8, 6, 937, 34)
list-item (395, 318, 930, 335)
list-item (395, 411, 930, 428)
advert-header (395, 992, 930, 1044)
item-text: ନିଜ ପାଇଖାନା ଟାଙ୍କିରୁ ନିର୍ଗତ ମଳକୁ ଏଣେ ତେଣେ ନ ପକାଇ ନିରିଷ୍ଟ ଦ୍ୱାରା ଯୋଗାଇ ଦିଆଯାଉଥିବା ସେସପୁଲ ମାଧ୍ୟମରେ ସଫାକରି ନିର୍ଦ୍ଧାରିତ ସ୍ଥାନରେ ପକାନ୍ତୁ। (429, 673, 906, 698)
item-number: ୬. (399, 429, 408, 440)
decorative-footer-band (8, 1504, 937, 1524)
article-column-1 (10, 55, 193, 1018)
item-number: ୨. (399, 198, 407, 210)
dash-bullet: - (399, 1175, 403, 1186)
dash-bullet: - (399, 1241, 403, 1252)
list-item (395, 1157, 930, 1174)
item-text: ଘରର ମଇଳା ଆବର୍ଜନା ପୃଥକ ଭାବେ ଶୁଖିଲା ଓ ଓଦା ଆପଣଙ୍କ ପାଖକୁ ଯାଉଥିବା ଗାଡ଼ିରେ ଦିଅନ୍ତୁ। (435, 1175, 788, 1186)
item-number: ୩. (399, 547, 410, 558)
list-item (395, 1272, 930, 1289)
